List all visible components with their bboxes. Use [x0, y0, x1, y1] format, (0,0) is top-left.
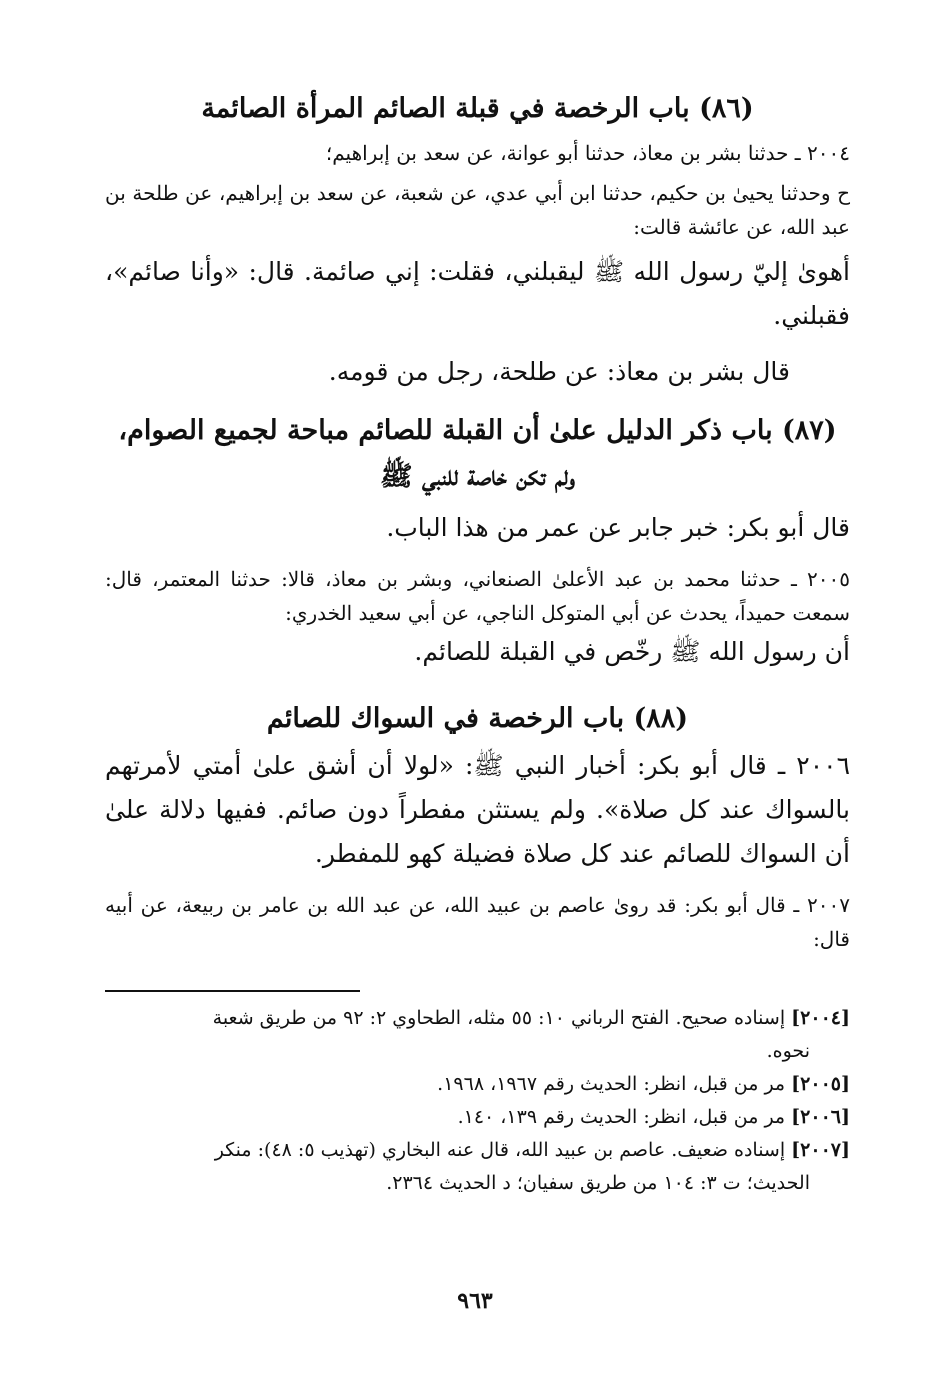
footnote-text: مر من قبل، انظر: الحديث رقم ١٩٦٧، ١٩٦٨. — [437, 1073, 786, 1095]
chapter-heading-87 — [105, 408, 850, 500]
footnote-item — [105, 1134, 850, 1200]
hadith-2004-isnad-alt: ح وحدثنا يحيىٰ بن حكيم، حدثنا ابن أبي عدي، عن شعبة، عن سعد بن إبراهيم، عن طلحة بن عبد الله، عن عائشة قالت: — [105, 181, 850, 239]
chapter-heading-87-line1: (٨٧) باب ذكر الدليل علىٰ أن القبلة للصائم مباحة لجميع الصوام، — [118, 415, 837, 446]
chapter-heading-88: (٨٨) باب الرخصة في السواك للصائم — [266, 703, 689, 734]
footnote-ref: [٢٠٠٧] — [791, 1139, 850, 1161]
footnote-text: مر من قبل، انظر: الحديث رقم ١٣٩، ١٤٠. — [457, 1106, 786, 1128]
footnote-ref: [٢٠٠٦] — [791, 1106, 850, 1128]
footnote-text-continued: نحوه. — [766, 1040, 810, 1062]
footnote-text: إسناده صحيح. الفتح الرباني ١٠: ٥٥ مثله، الطحاوي ٢: ٩٢ من طريق شعبة — [212, 1007, 786, 1029]
hadith-2006-text: ٢٠٠٦ ـ قال أبو بكر: أخبار النبي ﷺ: «لولا أن أشق علىٰ أمتي لأمرتهم بالسواك عند كل صلاة». ولم يستثن مفطراً دون صائم. ففيها دلالة علىٰ أن السواك للصائم عند كل صلاة فضيلة كهو للمفطر. — [105, 751, 850, 868]
footnotes — [105, 1002, 850, 1200]
hadith-2007-text: ٢٠٠٧ ـ قال أبو بكر: قد روىٰ عاصم بن عبيد الله، عن عبد الله بن عامر بن ربيعة، عن أبيه قال: — [105, 893, 850, 951]
hadith-2005-matn: أن رسول الله ﷺ رخّص في القبلة للصائم. — [414, 637, 850, 666]
footnote-ref: [٢٠٠٥] — [791, 1073, 850, 1095]
hadith-2004-note: قال بشر بن معاذ: عن طلحة، رجل من قومه. — [328, 357, 790, 386]
hadith-2005-isnad: ٢٠٠٥ ـ حدثنا محمد بن عبد الأعلىٰ الصنعاني، وبشر بن معاذ، قالا: حدثنا المعتمر، قال: سمعت حميداً، يحدث عن أبي المتوكل الناجي، عن أبي سعيد الخدري: — [105, 567, 850, 625]
footnote-ref: [٢٠٠٤] — [791, 1007, 850, 1029]
footnote-text: إسناده ضعيف. عاصم بن عبيد الله، قال عنه البخاري (تهذيب ٥: ٤٨): منكر — [214, 1139, 786, 1161]
hadith-2004-matn: أهوىٰ إليّ رسول الله ﷺ ليقبلني، فقلت: إني صائمة. قال: «وأنا صائم»، فقبلني. — [105, 257, 850, 330]
footnote-divider — [105, 990, 360, 992]
footnote-text-continued: الحديث؛ ت ٣: ١٠٤ من طريق سفيان؛ د الحديث ٢٣٦٤. — [386, 1172, 810, 1194]
hadith-2004-isnad: ٢٠٠٤ ـ حدثنا بشر بن معاذ، حدثنا أبو عوانة، عن سعد بن إبراهيم؛ — [325, 141, 850, 165]
chapter-heading-86: (٨٦) باب الرخصة في قبلة الصائم المرأة الصائمة — [201, 93, 754, 124]
page-number: ٩٦٣ — [457, 1288, 493, 1314]
footnote-item — [105, 1101, 850, 1134]
chapter-87-intro: قال أبو بكر: خبر جابر عن عمر من هذا الباب. — [386, 513, 850, 542]
footnote-item — [105, 1002, 850, 1068]
chapter-heading-87-line2: ولم تكن خاصة للنبي ﷺ — [379, 461, 576, 492]
footnote-item — [105, 1068, 850, 1101]
